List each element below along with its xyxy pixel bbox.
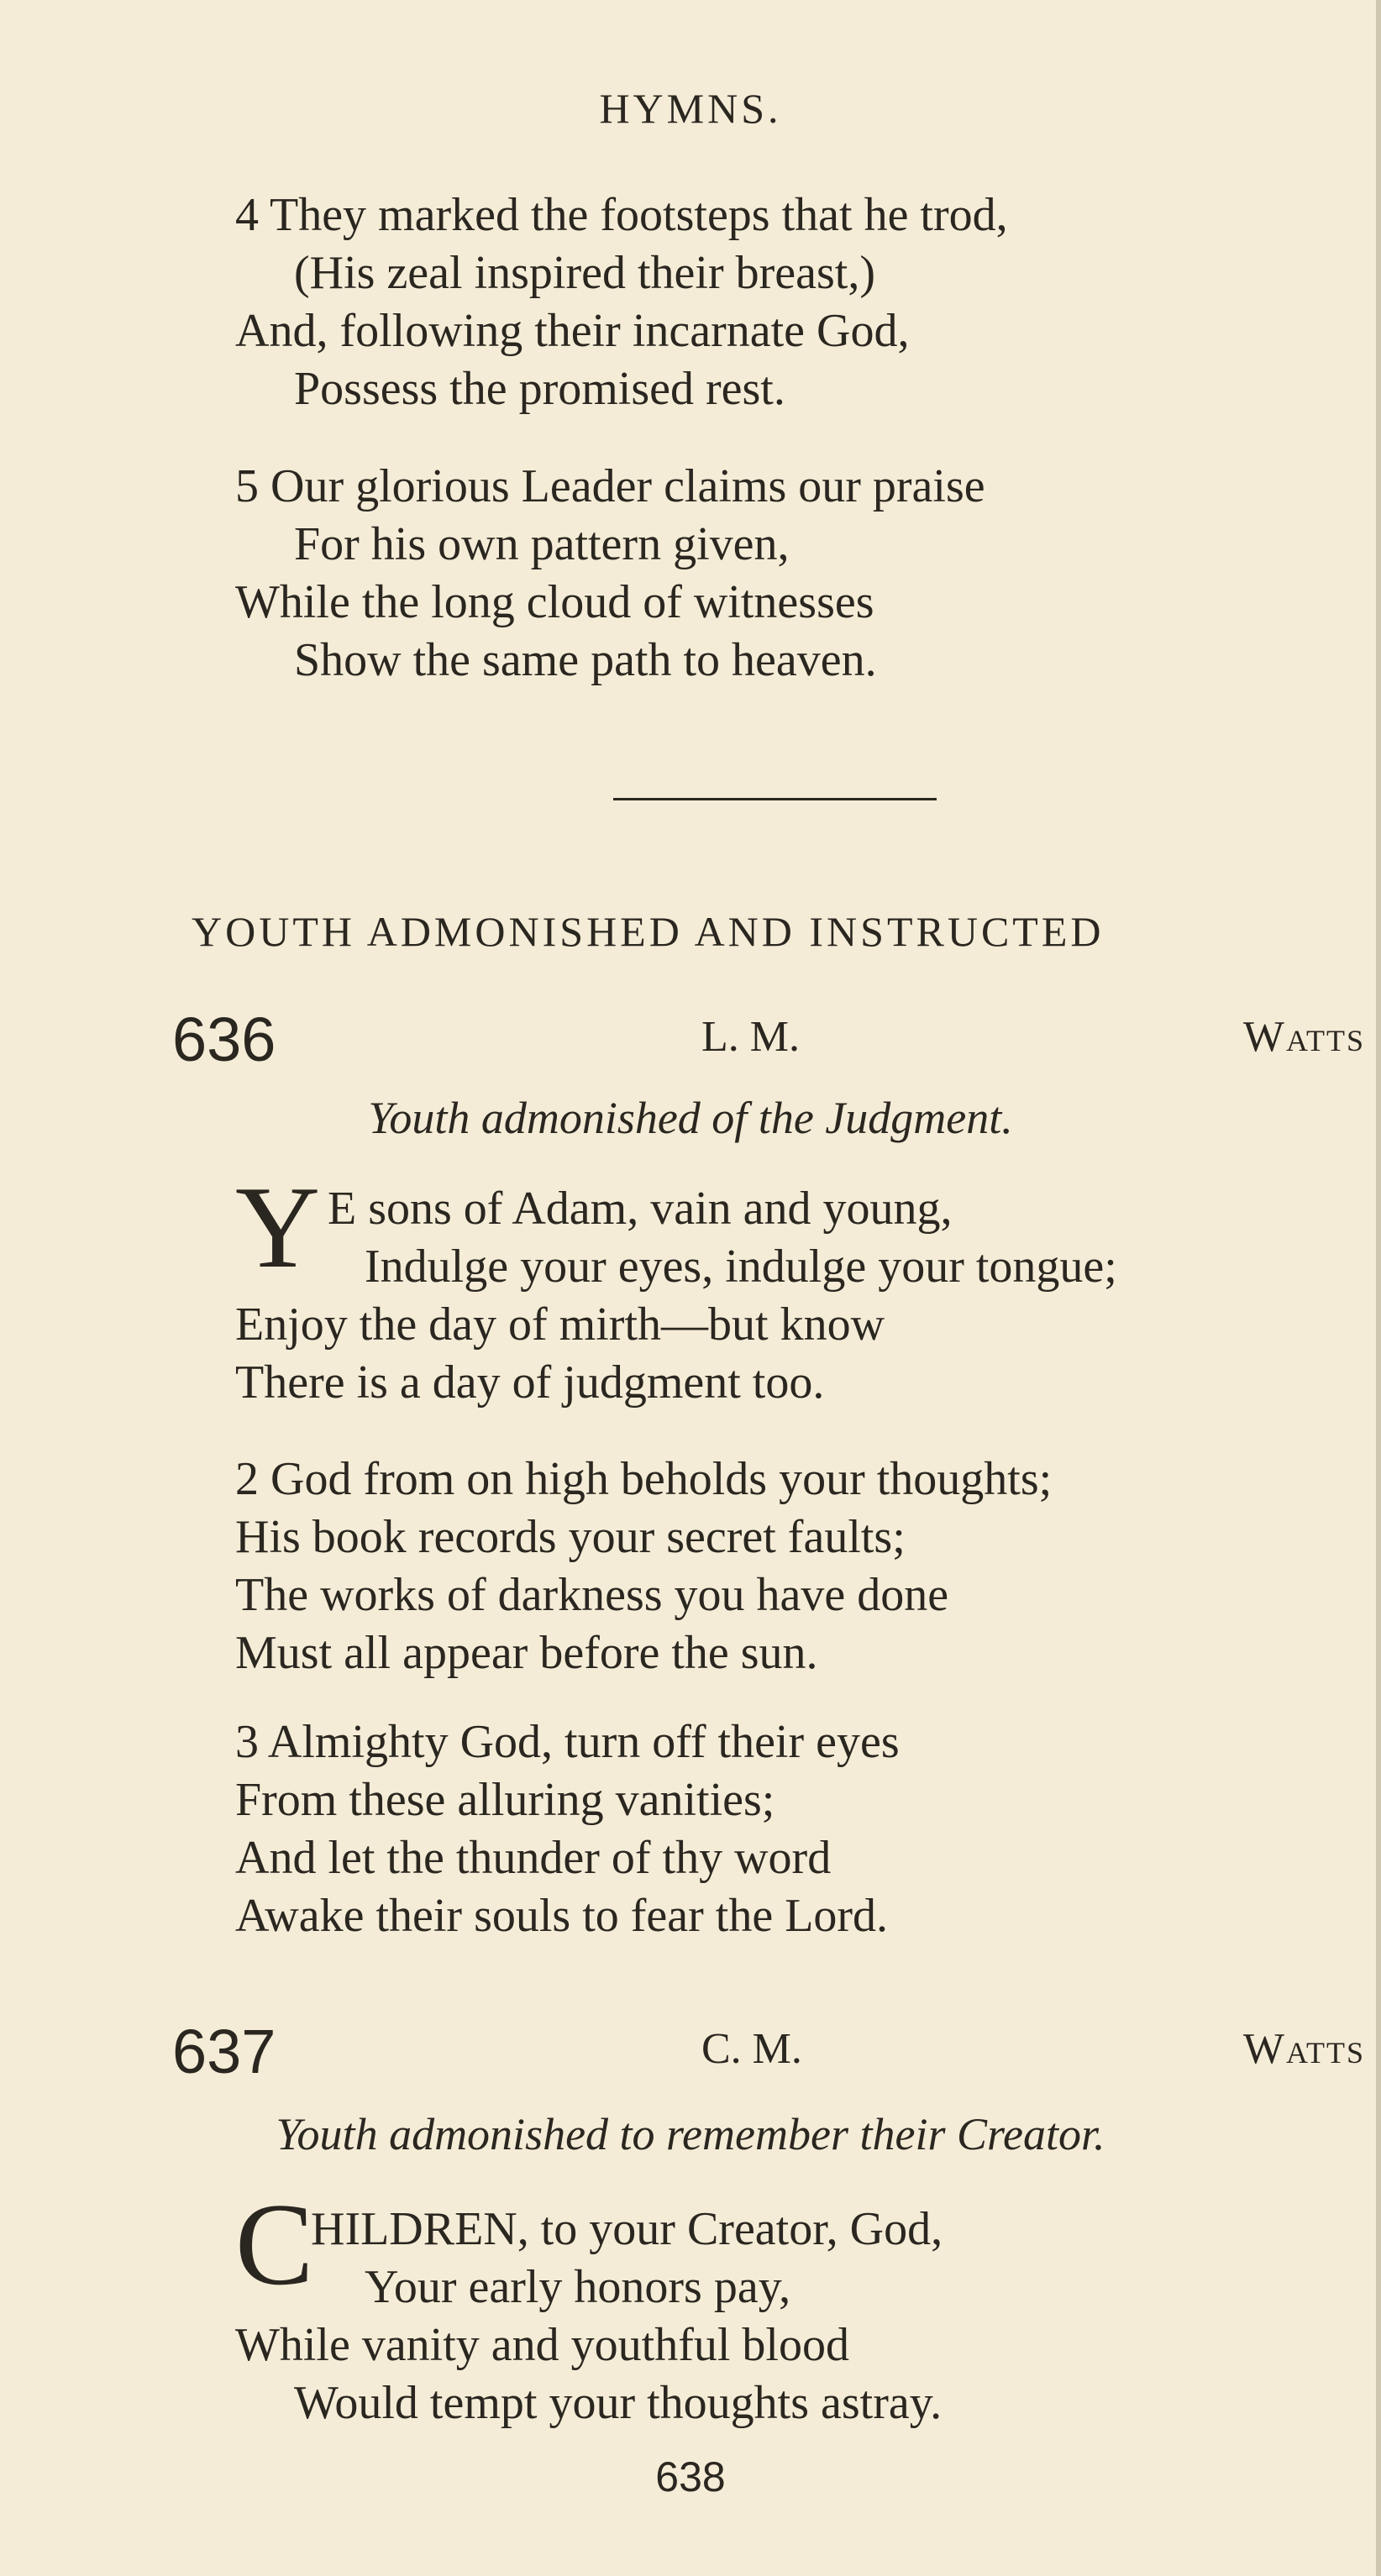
hymn-636-stanza-2 — [235, 1451, 1052, 1682]
hymn-number: 636 — [172, 1005, 276, 1074]
verse-line: There is a day of judgment too. — [235, 1356, 825, 1409]
hymn-636-header — [172, 1004, 1365, 1079]
hymn-637-stanza-1 — [235, 2201, 943, 2432]
hymn-636-stanza-3 — [235, 1713, 900, 1945]
verse-line: 2 God from on high beholds your thoughts; — [235, 1453, 1053, 1505]
verse-line: His book records your secret faults; — [235, 1511, 906, 1563]
hymn-meter: C. M. — [701, 2025, 802, 2073]
verse-line: While vanity and youthful blood — [235, 2319, 849, 2371]
verse-line: (His zeal inspired their breast,) — [294, 247, 875, 299]
verse-line: And, following their incarnate God, — [235, 305, 910, 357]
section-title: YOUTH ADMONISHED AND INSTRUCTED — [192, 908, 1105, 955]
verse-line: While the long cloud of witnesses — [235, 576, 874, 628]
hymn-637-subtitle: Youth admonished to remember their Creator. — [276, 2109, 1105, 2159]
verse-line: 4 They marked the footsteps that he trod, — [235, 189, 1008, 241]
hymn-636-stanza-1 — [235, 1162, 1117, 1412]
verse-line: For his own pattern given, — [294, 518, 790, 570]
verse-line: And let the thunder of thy word — [235, 1832, 832, 1884]
verse-line: Awake their souls to fear the Lord. — [235, 1890, 889, 1942]
hymn-author: Watts — [1242, 1013, 1365, 1061]
verse-line: From these alluring vanities; — [235, 1774, 775, 1826]
hymn-637-header — [172, 2016, 1365, 2091]
verse-line: Enjoy the day of mirth—but know — [235, 1298, 885, 1351]
verse-line: Indulge your eyes, indulge your tongue; — [365, 1241, 1117, 1293]
verse-line: Must all appear before the sun. — [235, 1627, 818, 1679]
section-divider — [613, 798, 937, 800]
verse-line: Show the same path to heaven. — [294, 634, 877, 686]
hymn-636-subtitle: Youth admonished of the Judgment. — [368, 1093, 1013, 1143]
verse-line: 5 Our glorious Leader claims our praise — [235, 460, 985, 512]
verse-line: Possess the promised rest. — [294, 363, 785, 415]
stanza-4 — [235, 186, 1008, 418]
verse-line: 3 Almighty God, turn off their eyes — [235, 1716, 900, 1768]
verse-line: HILDREN, to your Creator, God, — [311, 2203, 943, 2255]
page-edge — [1376, 0, 1381, 2576]
hymn-author: Watts — [1242, 2025, 1365, 2073]
hymn-meter: L. M. — [701, 1013, 800, 1061]
running-head: HYMNS. — [599, 85, 782, 132]
stanza-5 — [235, 458, 985, 690]
verse-line: E sons of Adam, vain and young, — [328, 1183, 953, 1235]
drop-cap: C — [235, 2180, 314, 2310]
verse-line: The works of darkness you have done — [235, 1569, 949, 1621]
page-number: 638 — [655, 2453, 726, 2500]
hymn-number: 637 — [172, 2017, 276, 2086]
verse-line: Your early honors pay, — [365, 2261, 791, 2313]
drop-cap: Y — [235, 1162, 321, 1293]
verse-line: Would tempt your thoughts astray. — [294, 2377, 943, 2429]
